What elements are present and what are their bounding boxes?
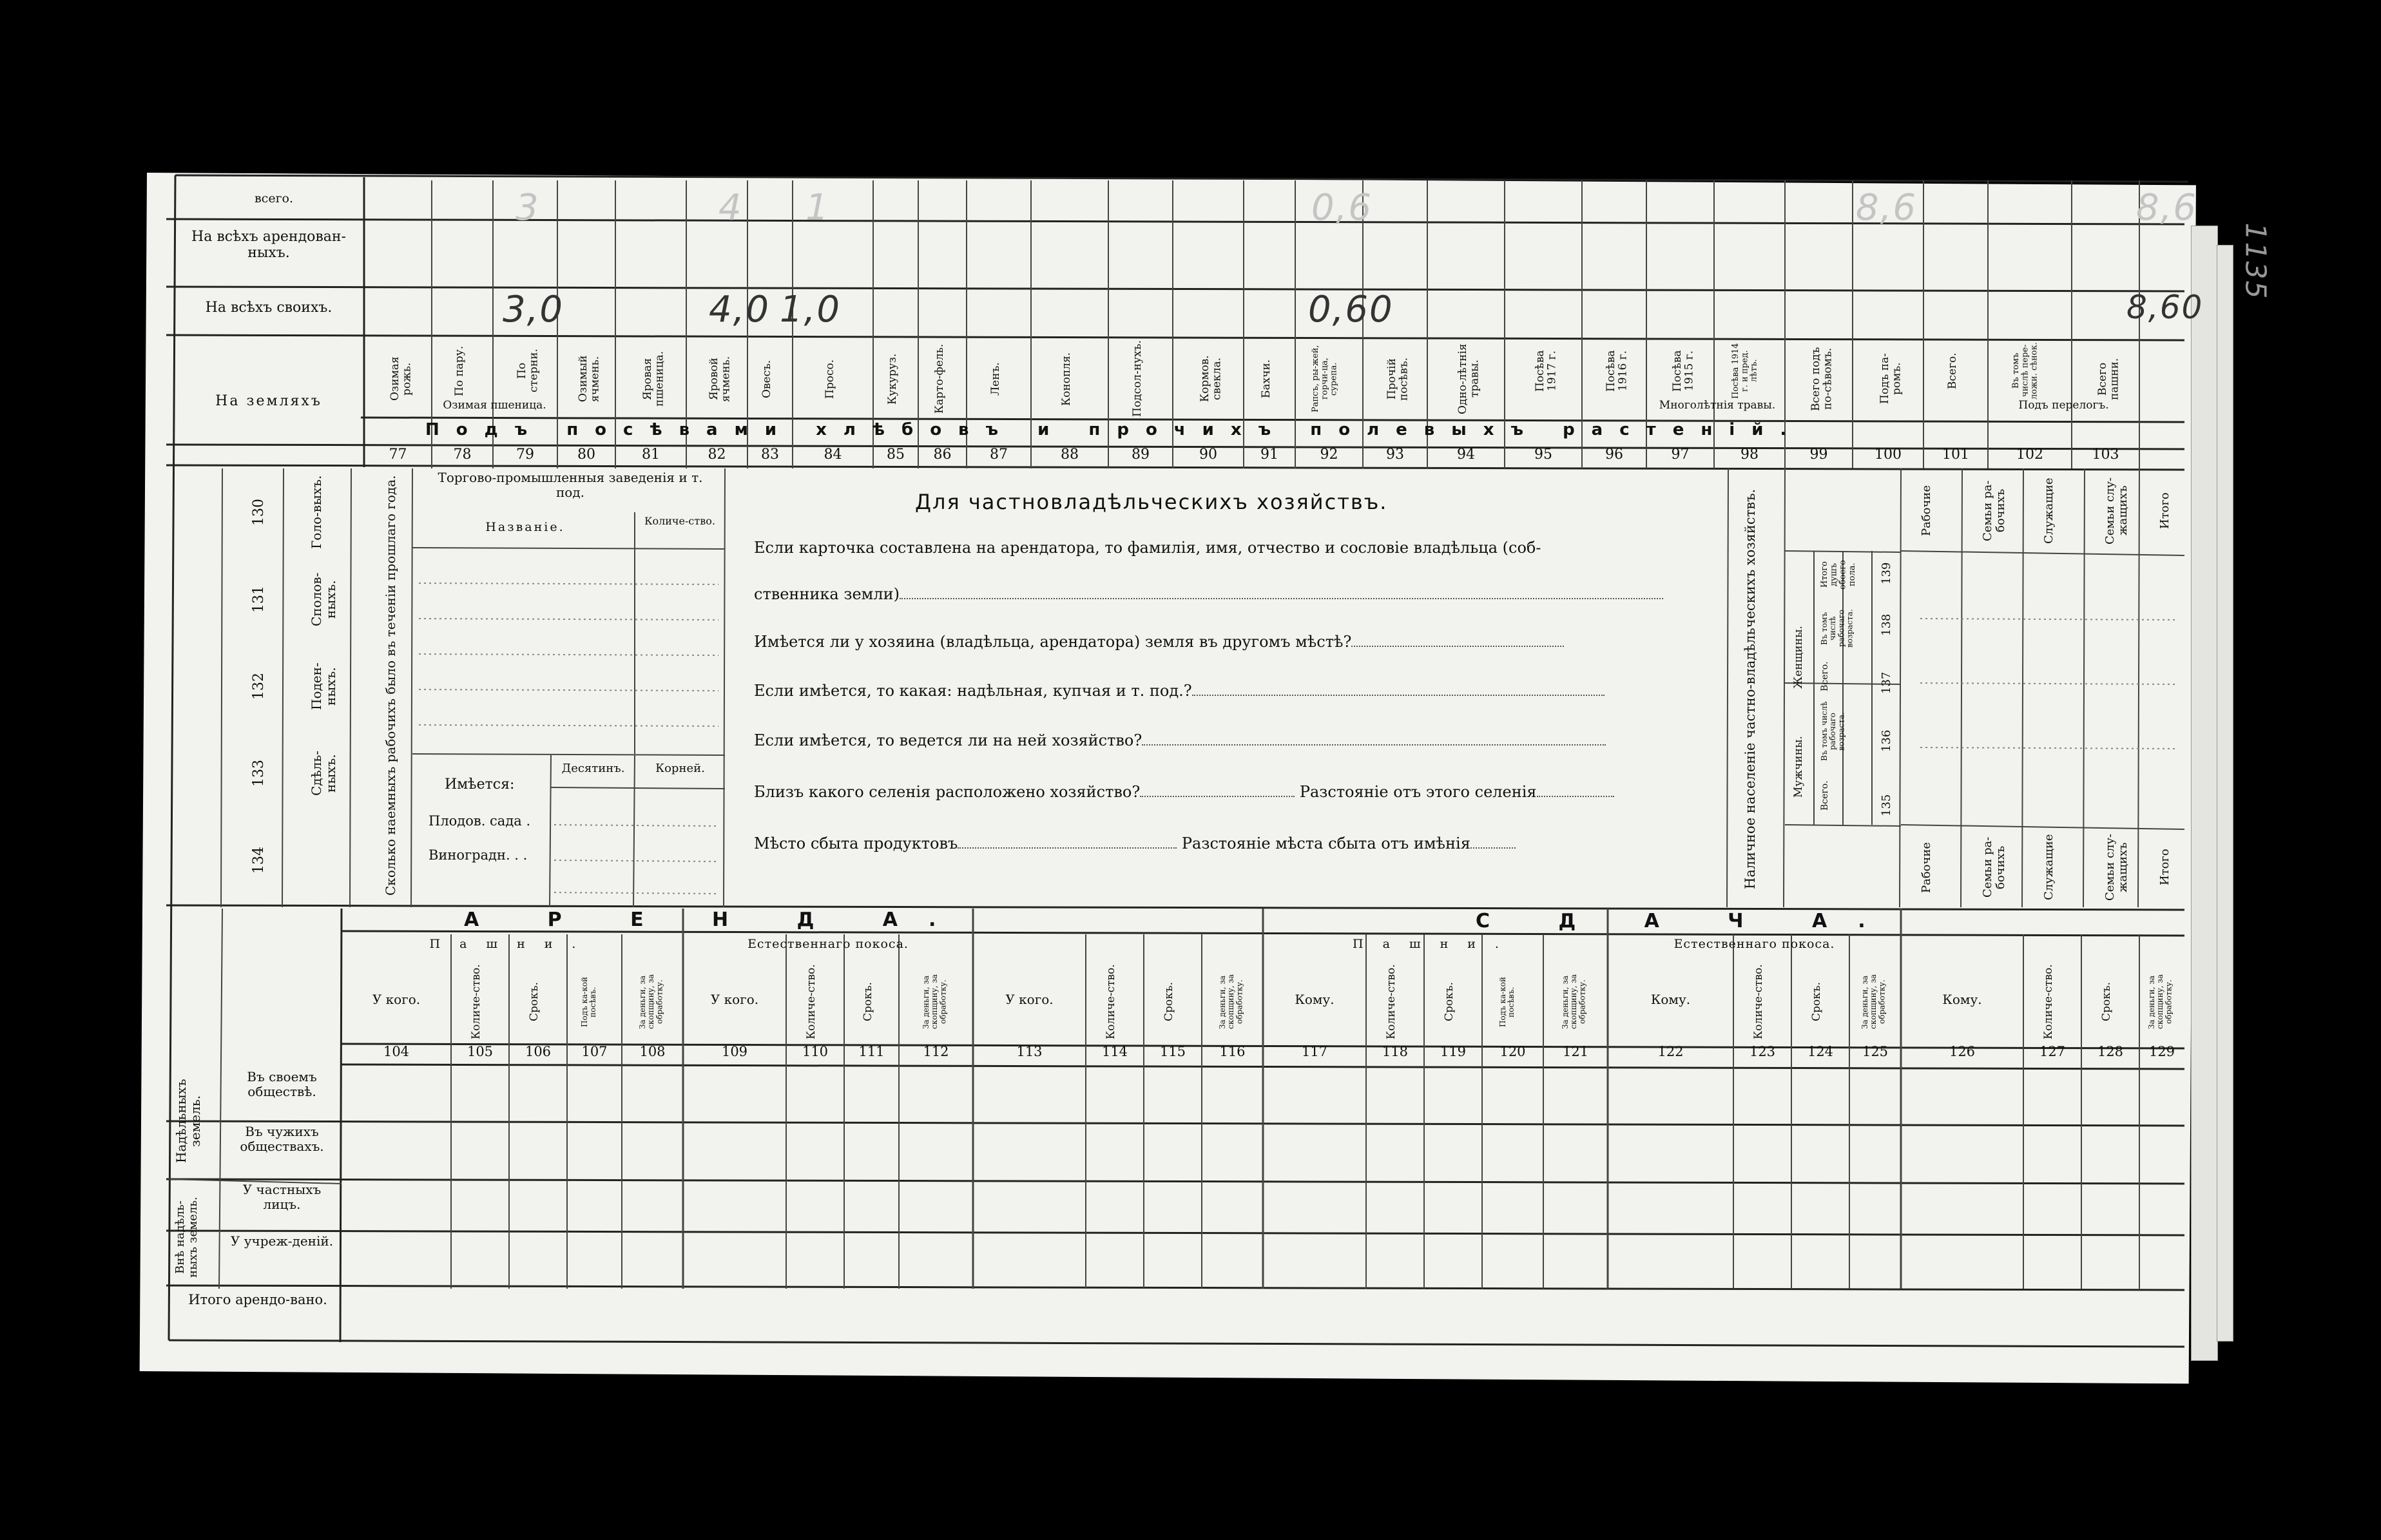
arenda-crop: Подъ ка-кой посѣвъ. — [579, 977, 597, 1027]
sdacha-other-quantity: Количе-ство. — [2042, 964, 2055, 1040]
lease-column-number: 109 — [721, 1044, 748, 1059]
hw-value-40: 4,0 — [709, 289, 771, 331]
women-total-label: Всего. — [1820, 661, 1830, 692]
top-column-number: 98 — [1740, 447, 1759, 463]
crop-header-96: Посѣва 1916 г. — [1605, 350, 1630, 392]
population-column-number: 135 — [1880, 794, 1893, 817]
crop-header-88: Конопля. — [1060, 352, 1073, 406]
sdacha-title: С Д А Ч А. — [1476, 910, 1896, 932]
men-total-label: Всего. — [1820, 780, 1830, 811]
hired-column-label: Голо-выхъ. — [309, 475, 324, 550]
top-column-number: 84 — [824, 447, 842, 463]
private-line-2: ственника земли) — [754, 585, 1663, 603]
top-column-number: 99 — [1809, 447, 1828, 463]
hired-column-label: Сдѣль-ныхъ. — [309, 750, 338, 796]
crop-header-100: Подъ па-ромъ. — [1878, 353, 1904, 405]
crops-band-title: Подъ посѣвами хлѣбовъ и прочихъ полевыхъ растеній. — [425, 420, 1804, 439]
top-column-number: 97 — [1671, 447, 1690, 463]
crop-header-82: Яровой ячмень. — [707, 356, 733, 402]
crop-header-83: Овесъ. — [760, 360, 773, 398]
private-line-1: Если карточка составлена на арендатора, то фамилія, имя, отчество и сословіе владѣльца (соб- — [754, 539, 1541, 557]
sdacha-crop: Подъ ка-кой посѣвъ. — [1498, 977, 1516, 1027]
sdacha-payment: За деньги, за скопщину, за обработку. — [1561, 974, 1587, 1030]
lease-column-number: 106 — [525, 1044, 552, 1059]
top-column-number: 101 — [1942, 447, 1969, 463]
top-column-number: 95 — [1534, 447, 1552, 463]
total-souls-label: Итого душъ обоего пола. — [1820, 560, 1857, 590]
sdacha-other-payment: За деньги, за скопщину, за обработку. — [2147, 974, 2174, 1030]
lease-column-number: 104 — [383, 1044, 410, 1059]
hired-column-number: 134 — [251, 847, 267, 874]
row-other-communities: Въ чужихъ обществахъ. — [240, 1124, 324, 1154]
arenda-meadow-payment: За деньги, за скопщину, за обработку. — [921, 974, 947, 1030]
crop-header-90: Кормов. свекла. — [1199, 355, 1224, 403]
trade-name-header: Названіе. — [485, 520, 565, 534]
lease-column-number: 120 — [1499, 1044, 1526, 1059]
top-column-number: 89 — [1132, 447, 1150, 463]
top-column-number: 77 — [389, 447, 407, 463]
lease-column-number: 111 — [858, 1044, 885, 1059]
crop-header-95: Посѣва 1917 г. — [1534, 350, 1559, 392]
top-column-number: 103 — [2092, 447, 2119, 463]
arenda-other-term: Срокъ. — [1162, 982, 1175, 1022]
population-label: Наличное населеніе частно-владѣльческихъ хозяйствъ. — [1742, 488, 1758, 889]
hired-column-number: 131 — [251, 586, 267, 613]
arenda-meadow-label: Естественнаго покоса. — [747, 937, 909, 951]
arenda-other-from-whom: У кого. — [1005, 992, 1054, 1007]
top-column-number: 102 — [2016, 447, 2043, 463]
lease-column-number: 108 — [639, 1044, 666, 1059]
crop-header-79: По стерни. — [516, 349, 541, 393]
crop-header-99: Всего подъ по-сѣвомъ. — [1809, 347, 1835, 411]
top-column-number: 93 — [1386, 447, 1404, 463]
top-column-number: 82 — [708, 447, 726, 463]
hw-faint-4: 4 — [718, 187, 743, 229]
arenda-arable-label: Пашни. — [429, 937, 595, 951]
crop-header-87: Ленъ. — [989, 362, 1002, 396]
has-label: Имѣется: — [445, 776, 515, 793]
lease-column-number: 118 — [1382, 1044, 1409, 1059]
women-incl-label: Въ томъ числѣ рабочаго возраста. — [1820, 609, 1855, 648]
population-right-header-bottom: Семьи ра-бочихъ — [1981, 836, 2007, 898]
crop-header-84: Просо. — [823, 359, 836, 399]
population-right-header-top: Рабочие — [1920, 485, 1933, 537]
lease-column-number: 125 — [1862, 1044, 1889, 1059]
crop-header-86: Карто-фель. — [932, 343, 946, 414]
private-line-4: Если имѣется, то какая: надѣльная, купчая и т. под.? — [754, 682, 1605, 700]
crop-header-103: Всего пашни. — [2096, 358, 2121, 400]
arenda-meadow-from-whom: У кого. — [710, 992, 759, 1007]
private-holdings-title: Для частновладѣльческихъ хозяйствъ. — [915, 490, 1388, 514]
crop-header-102: Въ томъ числѣ пере-ложи. сѣнок. — [2011, 342, 2039, 399]
arenda-meadow-term: Срокъ. — [861, 982, 874, 1022]
garden-label: Плодов. сада . — [429, 813, 531, 829]
lease-column-number: 116 — [1219, 1044, 1246, 1059]
men-label: Мужчины. — [1792, 736, 1805, 798]
hw-value-060: 0,60 — [1308, 289, 1394, 331]
row-own-community: Въ своемъ обществѣ. — [247, 1069, 317, 1099]
hired-column-number: 132 — [251, 673, 267, 700]
crop-header-97: Посѣва 1915 г. — [1670, 350, 1696, 392]
arenda-quantity: Количе-ство. — [470, 964, 483, 1040]
hired-column-number: 133 — [251, 760, 267, 787]
lease-column-number: 129 — [2148, 1044, 2175, 1059]
arenda-title: А Р Е Н Д А. — [464, 909, 967, 931]
crop-header-98: Посѣва 1914 г. и пред. лѣтъ. — [1731, 343, 1759, 399]
top-column-number: 91 — [1260, 447, 1278, 463]
population-right-header-bottom: Итого — [2158, 849, 2172, 886]
population-right-header-top: Семьи ра-бочихъ — [1981, 480, 2007, 541]
population-column-number: 136 — [1880, 729, 1893, 753]
private-line-7: Мѣсто сбыта продуктовъ Разстояніе мѣста сбыта отъ имѣнія — [754, 834, 1516, 852]
top-column-number: 96 — [1605, 447, 1623, 463]
sdacha-meadow-quantity: Количе-ство. — [1752, 964, 1765, 1040]
lease-column-number: 128 — [2097, 1044, 2124, 1059]
row-institutions: У учреж-деній. — [230, 1233, 334, 1249]
allotment-lands-label: Надѣльныхъ земель. — [173, 1079, 203, 1164]
lease-column-number: 117 — [1301, 1044, 1328, 1059]
crop-header-89: Подсол-нухъ. — [1131, 340, 1144, 418]
hw-faint-86a: 8,6 — [1856, 187, 1918, 229]
vineyard-label: Виноградн. . . — [429, 847, 528, 863]
top-column-number: 85 — [887, 447, 905, 463]
dessiatin-header: Десятинъ. — [561, 762, 625, 775]
top-column-number: 86 — [933, 447, 952, 463]
lease-column-number: 114 — [1101, 1044, 1128, 1059]
population-right-header-top: Служащие — [2042, 477, 2056, 544]
hired-workers-label: Сколько наемныхъ рабочихъ было въ теченіи прошлаго года. — [383, 475, 398, 896]
lease-column-number: 121 — [1562, 1044, 1589, 1059]
population-column-number: 138 — [1880, 613, 1893, 637]
arenda-meadow-quantity: Количе-ство. — [805, 964, 818, 1040]
private-line-3: Имѣется ли у хозяина (владѣльца, арендатора) земля въ другомъ мѣстѣ? — [754, 633, 1564, 651]
korney-header: Корней. — [655, 762, 705, 775]
population-column-number: 137 — [1880, 671, 1893, 695]
lease-column-number: 119 — [1440, 1044, 1467, 1059]
arenda-other-quantity: Количе-ство. — [1104, 964, 1117, 1040]
sdacha-meadow-to-whom: Кому. — [1650, 992, 1691, 1007]
sdacha-term: Срокъ. — [1443, 982, 1456, 1022]
crop-header-92: Рапсъ, ры-жей, горчи-ца, сурепа. — [1310, 345, 1339, 413]
top-column-number: 87 — [990, 447, 1008, 463]
population-right-header-top: Итого — [2158, 492, 2172, 529]
row-private-persons: У частныхъ лицъ. — [242, 1182, 322, 1212]
lease-column-number: 124 — [1807, 1044, 1834, 1059]
hw-margin-number: 1135 — [2239, 222, 2272, 300]
sdacha-to-whom: Кому. — [1295, 992, 1335, 1007]
hw-faint-06: 0,6 — [1311, 187, 1373, 229]
hw-faint-86b: 8,6 — [2136, 187, 2198, 229]
sdacha-other-to-whom: Кому. — [1942, 992, 1982, 1007]
lease-column-number: 110 — [802, 1044, 829, 1059]
hw-value-860: 8,60 — [2126, 289, 2204, 326]
top-column-number: 92 — [1320, 447, 1338, 463]
top-column-number: 80 — [577, 447, 595, 463]
top-column-number: 100 — [1875, 447, 1902, 463]
crop-header-80: Озимый ячмень. — [577, 355, 602, 403]
lease-column-number: 115 — [1159, 1044, 1186, 1059]
trade-establishments-title: Торгово-промышленныя заведенія и т. под. — [438, 470, 703, 500]
top-column-number: 79 — [516, 447, 534, 463]
arenda-payment: За деньги, за скопщину, за обработку. — [637, 974, 664, 1030]
top-column-number: 88 — [1061, 447, 1079, 463]
lease-column-number: 122 — [1657, 1044, 1684, 1059]
row-label-rented: На всѣхъ арендован- ныхъ. — [191, 229, 346, 262]
sdacha-meadow-payment: За деньги, за скопщину, за обработку. — [1860, 974, 1887, 1030]
population-right-header-top: Семьи слу-жащихъ — [2103, 477, 2130, 544]
row-label-own: На всѣхъ своихъ. — [205, 300, 333, 316]
non-allotment-lands-label: Внѣ надѣль-ныхъ земель. — [173, 1197, 200, 1278]
row-label-total: всего. — [254, 191, 293, 206]
sdacha-meadow-term: Срокъ. — [1810, 982, 1823, 1022]
arenda-from-whom: У кого. — [372, 992, 421, 1007]
lease-column-number: 107 — [581, 1044, 608, 1059]
lease-column-number: 127 — [2039, 1044, 2066, 1059]
top-column-number: 83 — [761, 447, 779, 463]
trade-qty-header: Количе-ство. — [644, 515, 715, 527]
hw-value-10: 1,0 — [780, 289, 842, 331]
men-incl-label: Въ томъ числѣ рабочаго возраста. — [1820, 701, 1846, 762]
row-total-rented: Итого арендо-вано. — [188, 1292, 327, 1307]
winter-wheat-group-label: Озимая пшеница. — [443, 399, 546, 412]
lease-column-number: 123 — [1749, 1044, 1776, 1059]
arenda-other-payment: За деньги, за скопщину, за обработку. — [1217, 974, 1244, 1030]
hw-faint-3: 3 — [516, 187, 540, 229]
lease-column-number: 113 — [1016, 1044, 1043, 1059]
top-column-number: 78 — [453, 447, 472, 463]
sdacha-arable-label: Пашни. — [1353, 937, 1518, 951]
arenda-term: Срокъ. — [528, 982, 541, 1022]
lease-column-number: 112 — [923, 1044, 949, 1059]
crop-header-81: Яровая пшеница. — [641, 351, 666, 407]
hw-faint-1: 1 — [805, 187, 830, 229]
hired-column-number: 130 — [251, 499, 267, 526]
sdacha-quantity: Количе-ство. — [1385, 964, 1398, 1040]
crop-header-93: Прочій посѣвъ. — [1385, 357, 1411, 401]
perennial-grasses-group-label: Многолѣтнія травы. — [1659, 399, 1776, 412]
hw-value-30: 3,0 — [503, 289, 564, 331]
population-column-number: 139 — [1880, 562, 1893, 585]
hired-column-label: Сполов-ныхъ. — [309, 572, 338, 626]
private-line-6: Близъ какого селенія расположено хозяйство? Разстояніе отъ этого селенія — [754, 783, 1614, 801]
crop-header-101: Всего. — [1946, 352, 1959, 389]
sdacha-other-term: Срокъ. — [2100, 982, 2113, 1022]
lease-column-number: 105 — [467, 1044, 494, 1059]
top-column-number: 90 — [1199, 447, 1217, 463]
fallow-group-label: Подъ перелогъ. — [2018, 399, 2109, 412]
hired-column-label: Поден-ныхъ. — [309, 662, 338, 710]
top-column-number: 81 — [642, 447, 660, 463]
top-column-number: 94 — [1457, 447, 1475, 463]
private-line-5: Если имѣется, то ведется ли на ней хозяйство? — [754, 731, 1606, 749]
population-right-header-bottom: Служащие — [2042, 834, 2056, 901]
crop-header-94: Одно-лѣтнія травы. — [1456, 343, 1481, 414]
population-right-header-bottom: Рабочие — [1920, 842, 1933, 893]
crop-header-85: Кукуруз. — [886, 353, 899, 405]
lease-column-number: 126 — [1949, 1044, 1976, 1059]
crop-header-77: Озимая рожь. — [388, 356, 414, 401]
women-label: Женщины. — [1792, 626, 1805, 689]
crop-header-91: Бахчи. — [1260, 359, 1273, 399]
crop-header-78: По пару. — [452, 345, 466, 396]
population-right-header-bottom: Семьи слу-жащихъ — [2103, 833, 2130, 901]
row-label-on-lands: На земляхъ — [215, 393, 322, 409]
sdacha-meadow-label: Естественнаго покоса. — [1673, 937, 1835, 951]
